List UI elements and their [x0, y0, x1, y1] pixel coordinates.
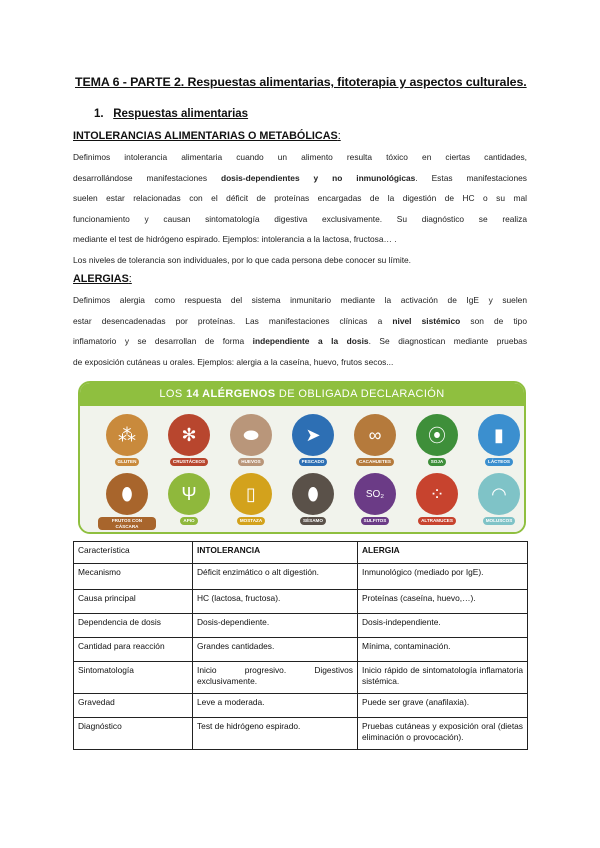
heading-alergias — [73, 273, 132, 285]
allergen-label: HUEVOS — [238, 458, 263, 466]
para-line — [73, 311, 527, 332]
para-line: mediante el test de hidrógeno espirado. Ejemplos: intolerancia a la lactosa, fructosa… . — [73, 234, 397, 245]
para-line: Los niveles de tolerancia son individuales, por lo que cada persona debe conocer su límite. — [73, 254, 412, 265]
panel-title-bold: 14 ALÉRGENOS — [186, 388, 276, 400]
milk-icon: ▮ — [478, 414, 520, 456]
table-header-row — [74, 542, 528, 564]
table-cell: Mínima, contaminación. — [358, 638, 528, 662]
nut-icon: ⬮ — [106, 473, 148, 515]
lobster-icon: ✻ — [168, 414, 210, 456]
para-text: inflamatorio y se desarrollan de forma — [73, 336, 253, 347]
para-bold: independiente a la dosis — [252, 336, 369, 347]
para-text: . Se diagnostican mediante pruebas — [368, 336, 528, 347]
para-line: suelen estar relacionadas con el déficit de proteínas encargadas de la digestión de HC o su mal — [73, 193, 527, 204]
table-cell: Leve a moderada. — [193, 694, 358, 718]
allergen-peanut — [346, 414, 404, 466]
celery-icon: Ψ — [168, 473, 210, 515]
table-cell: Déficit enzimático o alt digestión. — [193, 564, 358, 590]
para-text: estar desencadenadas por proteínas. Las manifestaciones clínicas a — [73, 315, 393, 326]
allergen-soy — [408, 414, 466, 466]
allergen-nut — [98, 473, 156, 530]
comparison-table — [73, 541, 528, 750]
section-heading-respuestas — [94, 108, 248, 120]
allergens-infographic — [78, 381, 526, 534]
allergen-lobster — [160, 414, 218, 466]
table-cell: Dependencia de dosis — [74, 614, 193, 638]
heading-colon: : — [337, 130, 341, 142]
allergen-label: GLUTEN — [115, 458, 140, 466]
table-row — [74, 614, 528, 638]
table-cell: Gravedad — [74, 694, 193, 718]
soy-icon: ⦿ — [416, 414, 458, 456]
table-cell: Test de hidrógeno espirado. — [193, 718, 358, 750]
para-text: . Estas manifestaciones — [415, 172, 527, 183]
para-bold: nivel sistémico — [392, 315, 461, 326]
para-text: desarrollándose manifestaciones — [73, 172, 221, 183]
allergen-sesame — [284, 473, 342, 525]
document-title: TEMA 6 - PARTE 2. Respuestas alimentarias, fitoterapia y aspectos culturales. — [75, 75, 527, 89]
allergen-label: FRUTOS CON CÁSCARA — [98, 517, 156, 530]
allergen-shell — [470, 473, 526, 525]
allergen-label: CRUSTÁCEOS — [170, 458, 208, 466]
panel-title-post: DE OBLIGADA DECLARACIÓN — [275, 388, 445, 400]
table-cell: Diagnóstico — [74, 718, 193, 750]
para-line: Definimos alergia como respuesta del sistema inmunitario mediante la activación de IgE y suelen — [73, 295, 527, 305]
allergen-label: SOJA — [428, 458, 447, 466]
shell-icon: ◠ — [478, 473, 520, 515]
sulfite-icon: SO₂ — [354, 473, 396, 515]
peanut-icon: ∞ — [354, 414, 396, 456]
sesame-icon: ⬮ — [292, 473, 334, 515]
allergen-fish — [284, 414, 342, 466]
wheat-icon: ⁂ — [106, 414, 148, 456]
table-row — [74, 638, 528, 662]
table-cell: Causa principal — [74, 590, 193, 614]
table-cell: Proteínas (caseína, huevo,…). — [358, 590, 528, 614]
section-number: 1. — [94, 108, 104, 120]
panel-title-pre: LOS — [159, 388, 187, 400]
paragraph-alergias — [73, 290, 527, 372]
table-row — [74, 590, 528, 614]
lupin-icon: ⁘ — [416, 473, 458, 515]
table-cell: Inmunológico (mediado por IgE). — [358, 564, 528, 590]
allergen-sulfite — [346, 473, 404, 525]
table-cell: Inicio rápido de sintomatología inflamatoria sistémica. — [358, 662, 528, 694]
para-line: de exposición cutáneas u orales. Ejemplos: alergia a la caseína, huevo, frutos secos... — [73, 356, 394, 367]
para-text: son de tipo — [460, 315, 527, 326]
allergen-mustard — [222, 473, 280, 525]
table-cell: Sintomatología — [74, 662, 193, 694]
egg-icon: ⬬ — [230, 414, 272, 456]
allergen-celery — [160, 473, 218, 525]
allergen-label: APIO — [180, 517, 197, 525]
para-line: Definimos intolerancia alimentaria cuando un alimento resulta tóxico en ciertas cantidades, — [73, 152, 527, 162]
table-cell: HC (lactosa, fructosa). — [193, 590, 358, 614]
allergen-milk — [470, 414, 526, 466]
mustard-icon: ▯ — [230, 473, 272, 515]
table-cell: Dosis-dependiente. — [193, 614, 358, 638]
table-header-cell: Característica — [74, 542, 193, 564]
allergen-egg — [222, 414, 280, 466]
table-row — [74, 718, 528, 750]
table-cell: Inicio progresivo. Digestivos exclusivamente. — [193, 662, 358, 694]
allergens-infographic-title — [80, 383, 524, 406]
table-cell: Puede ser grave (anafilaxia). — [358, 694, 528, 718]
table-cell: Mecanismo — [74, 564, 193, 590]
allergen-lupin — [408, 473, 466, 525]
allergen-label: CACAHUETES — [356, 458, 394, 466]
allergen-label: LÁCTEOS — [485, 458, 513, 466]
table-header-cell: INTOLERANCIA — [193, 542, 358, 564]
table-cell: Cantidad para reacción — [74, 638, 193, 662]
table-row — [74, 564, 528, 590]
paragraph-intolerancias — [73, 147, 527, 271]
table-cell: Dosis-independiente. — [358, 614, 528, 638]
para-line — [73, 168, 527, 189]
heading-alergias-text: ALERGIAS — [73, 273, 129, 285]
fish-icon: ➤ — [292, 414, 334, 456]
table-cell: Grandes cantidades. — [193, 638, 358, 662]
allergen-label: MOLUSCOS — [483, 517, 516, 525]
heading-intolerancias-text: INTOLERANCIAS ALIMENTARIAS O METABÓLICAS — [73, 130, 338, 142]
section-label: Respuestas alimentarias — [113, 108, 249, 120]
allergen-label: MOSTAZA — [237, 517, 265, 525]
allergen-label: SÉSAMO — [300, 517, 326, 525]
para-line — [73, 331, 527, 352]
table-cell: Pruebas cutáneas y exposición oral (dietas eliminación o provocación). — [358, 718, 528, 750]
allergen-label: PESCADO — [299, 458, 328, 466]
heading-colon: : — [128, 273, 132, 285]
para-bold: dosis-dependientes y no inmunológicas — [220, 172, 416, 183]
allergen-wheat — [98, 414, 156, 466]
table-header-cell: ALERGIA — [358, 542, 528, 564]
para-line: funcionamiento y causan sintomatología digestiva exclusivamente. Su diagnóstico se realiza — [73, 213, 527, 224]
table-row — [74, 662, 528, 694]
heading-intolerancias — [73, 130, 341, 142]
allergen-grid — [80, 406, 524, 532]
allergen-label: SULFITOS — [361, 517, 390, 525]
allergen-label: ALTRAMUCES — [418, 517, 456, 525]
table-row — [74, 694, 528, 718]
